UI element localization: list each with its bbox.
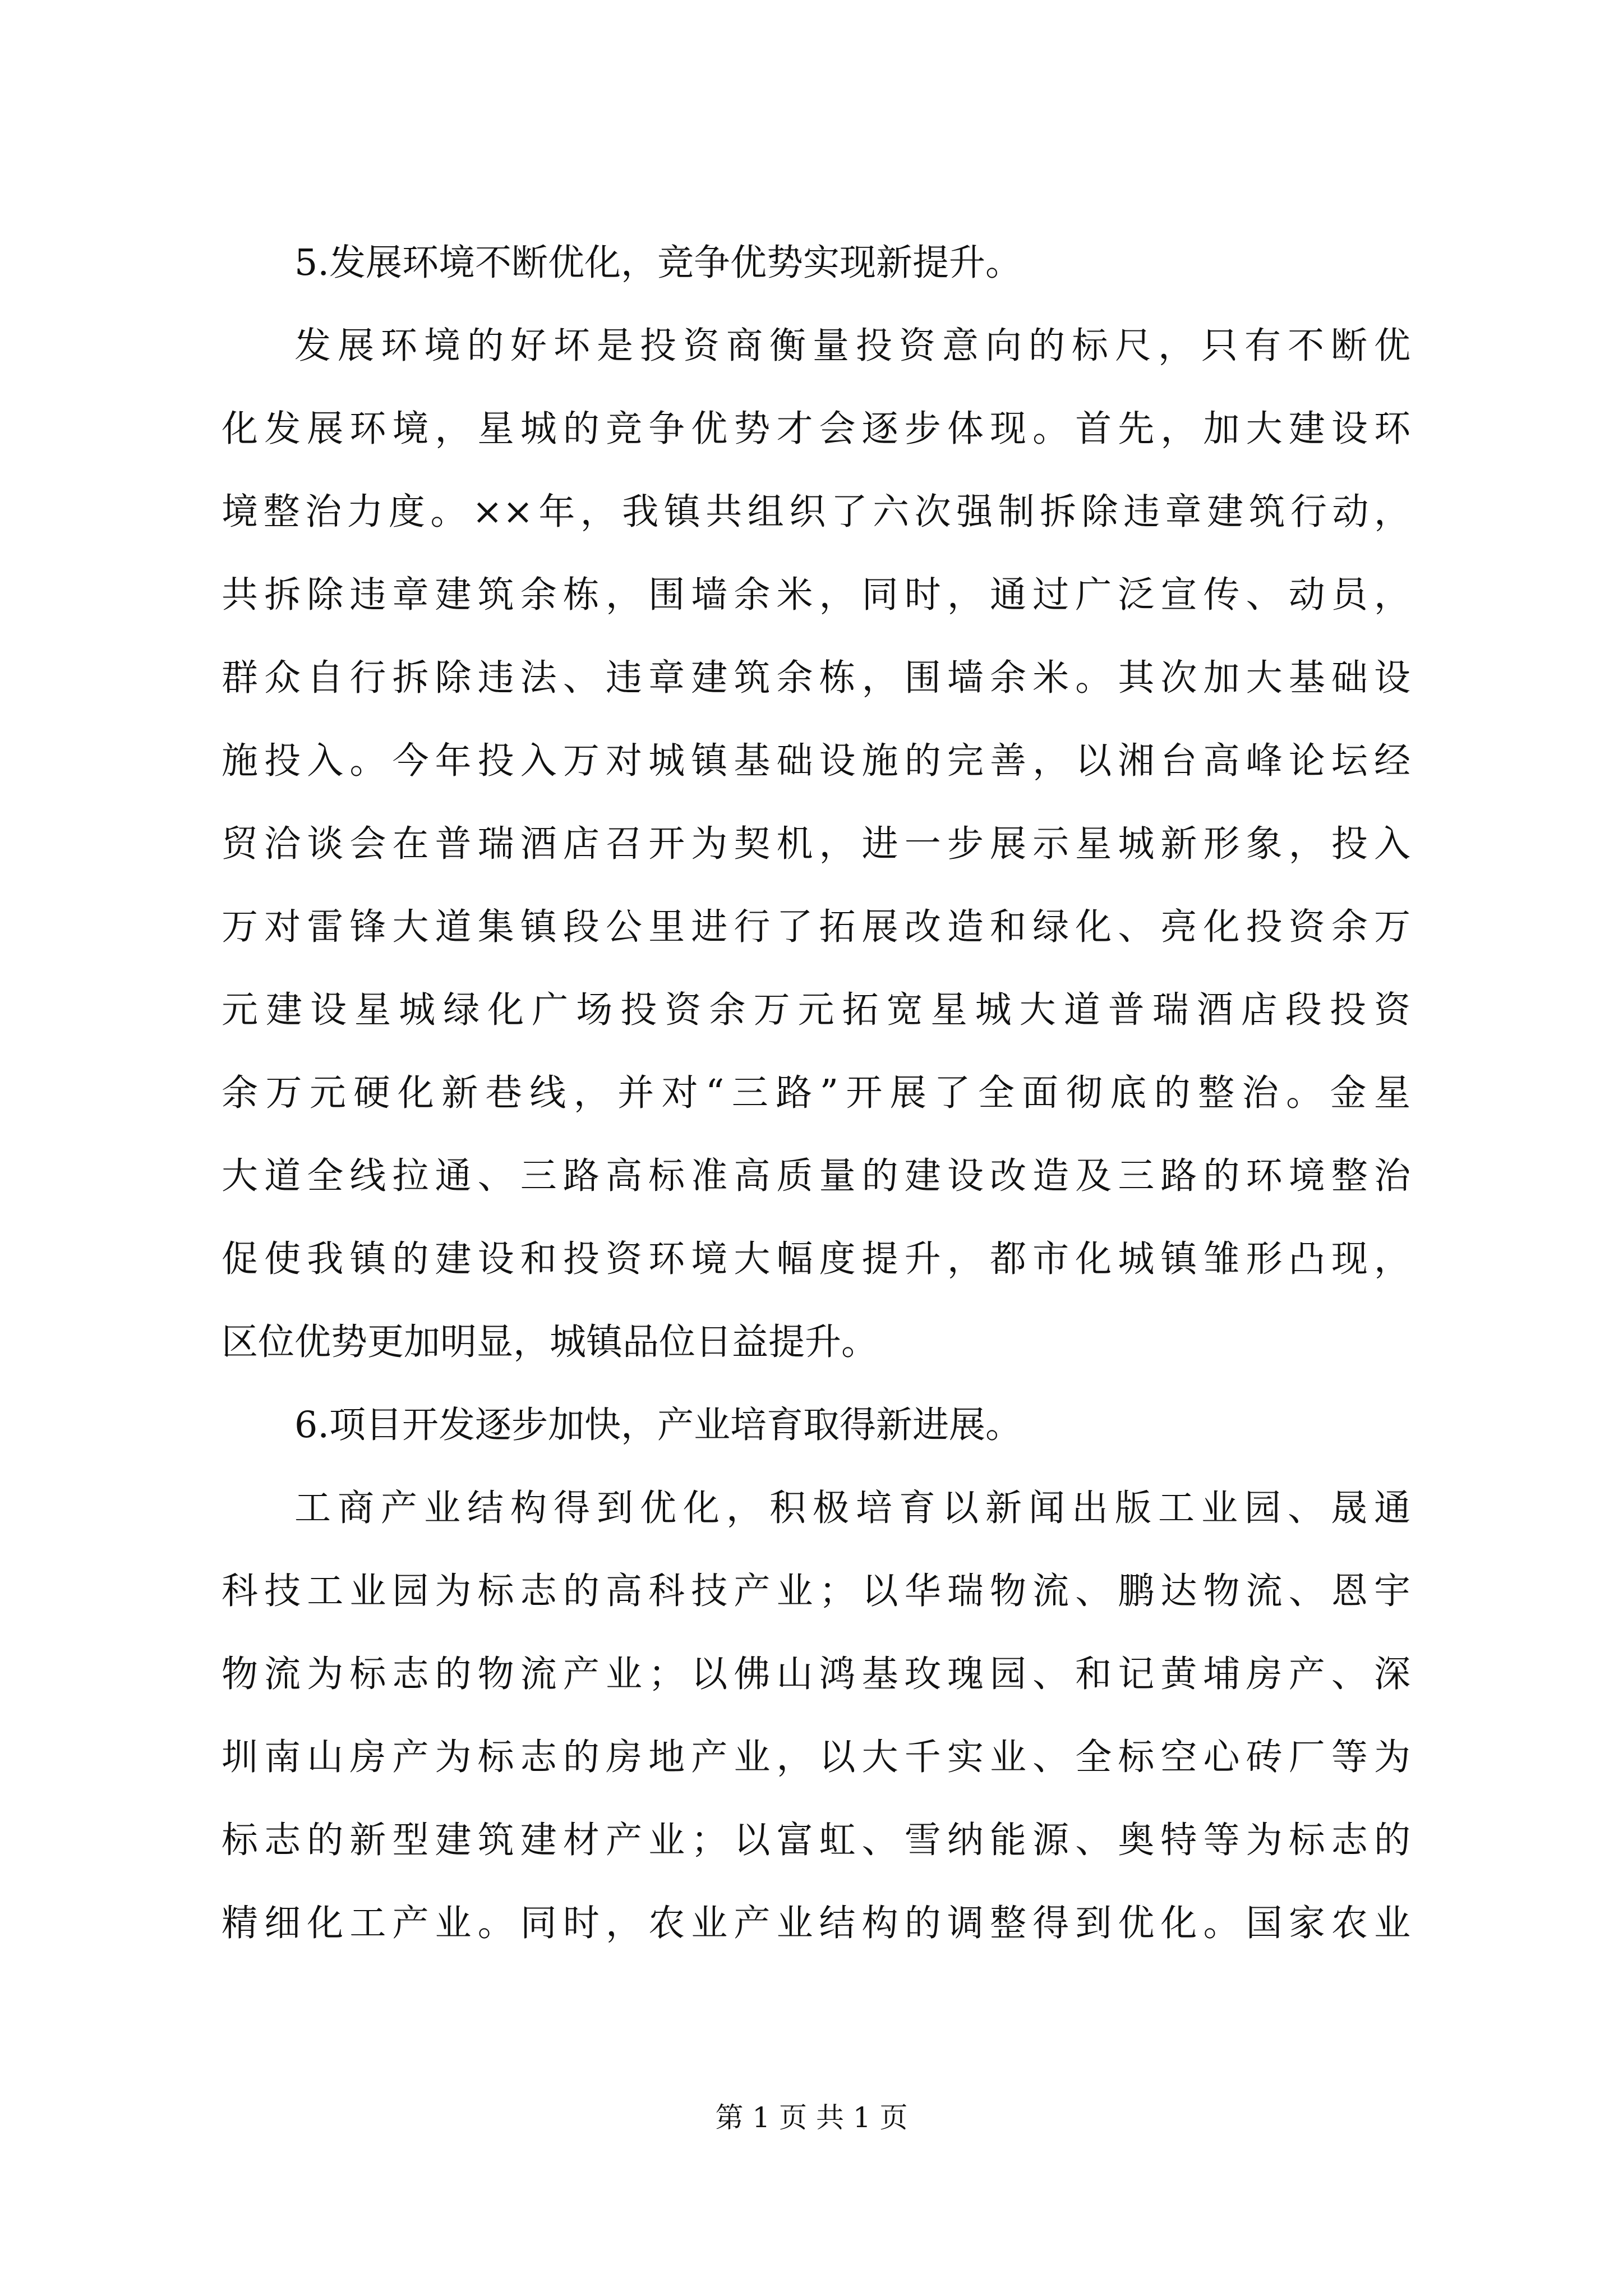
paragraph-line: 标志的新型建筑建材产业；以富虹、雪纳能源、奥特等为标志的 [222, 1819, 1410, 1861]
paragraph-line: 圳南山房产为标志的房地产业，以大千实业、全标空心砖厂等为 [222, 1736, 1410, 1778]
page-number-footer: 第 1 页 共 1 页 [715, 2101, 908, 2134]
paragraph-line: 发展环境的好坏是投资商衡量投资意向的标尺，只有不断优 [294, 325, 1410, 367]
document-body [222, 222, 1410, 1965]
paragraph-line: 大道全线拉通、三路高标准高质量的建设改造及三路的环境整治 [222, 1155, 1410, 1197]
paragraph-line: 工商产业结构得到优化，积极培育以新闻出版工业园、晟通 [294, 1487, 1410, 1529]
paragraph-line: 境整治力度。××年，我镇共组织了六次强制拆除违章建筑行动， [222, 491, 1410, 533]
section-heading-6: 6.项目开发逐步加快，产业培育取得新进展。 [294, 1404, 1022, 1446]
paragraph-line: 贸洽谈会在普瑞酒店召开为契机，进一步展示星城新形象，投入 [222, 823, 1410, 865]
paragraph-line: 施投入。今年投入万对城镇基础设施的完善，以湘台高峰论坛经 [222, 740, 1410, 782]
section-heading-5: 5.发展环境不断优化，竞争优势实现新提升。 [294, 242, 1022, 284]
paragraph-line: 余万元硬化新巷线，并对“三路”开展了全面彻底的整治。金星 [222, 1072, 1410, 1114]
paragraph-line: 促使我镇的建设和投资环境大幅度提升，都市化城镇雏形凸现， [222, 1238, 1410, 1280]
paragraph-line: 化发展环境，星城的竞争优势才会逐步体现。首先，加大建设环 [222, 408, 1410, 450]
paragraph-line: 共拆除违章建筑余栋，围墙余米，同时，通过广泛宣传、动员， [222, 574, 1410, 616]
paragraph-line: 万对雷锋大道集镇段公里进行了拓展改造和绿化、亮化投资余万 [222, 906, 1410, 948]
paragraph-line: 群众自行拆除违法、违章建筑余栋，围墙余米。其次加大基础设 [222, 657, 1410, 699]
paragraph-line: 元建设星城绿化广场投资余万元拓宽星城大道普瑞酒店段投资 [222, 989, 1410, 1031]
paragraph-line: 区位优势更加明显，城镇品位日益提升。 [222, 1321, 878, 1363]
paragraph-line: 物流为标志的物流产业；以佛山鸿基玫瑰园、和记黄埔房产、深 [222, 1653, 1410, 1695]
paragraph-line: 科技工业园为标志的高科技产业；以华瑞物流、鹏达物流、恩宇 [222, 1570, 1410, 1612]
paragraph-line: 精细化工产业。同时，农业产业结构的调整得到优化。国家农业 [222, 1902, 1410, 1944]
